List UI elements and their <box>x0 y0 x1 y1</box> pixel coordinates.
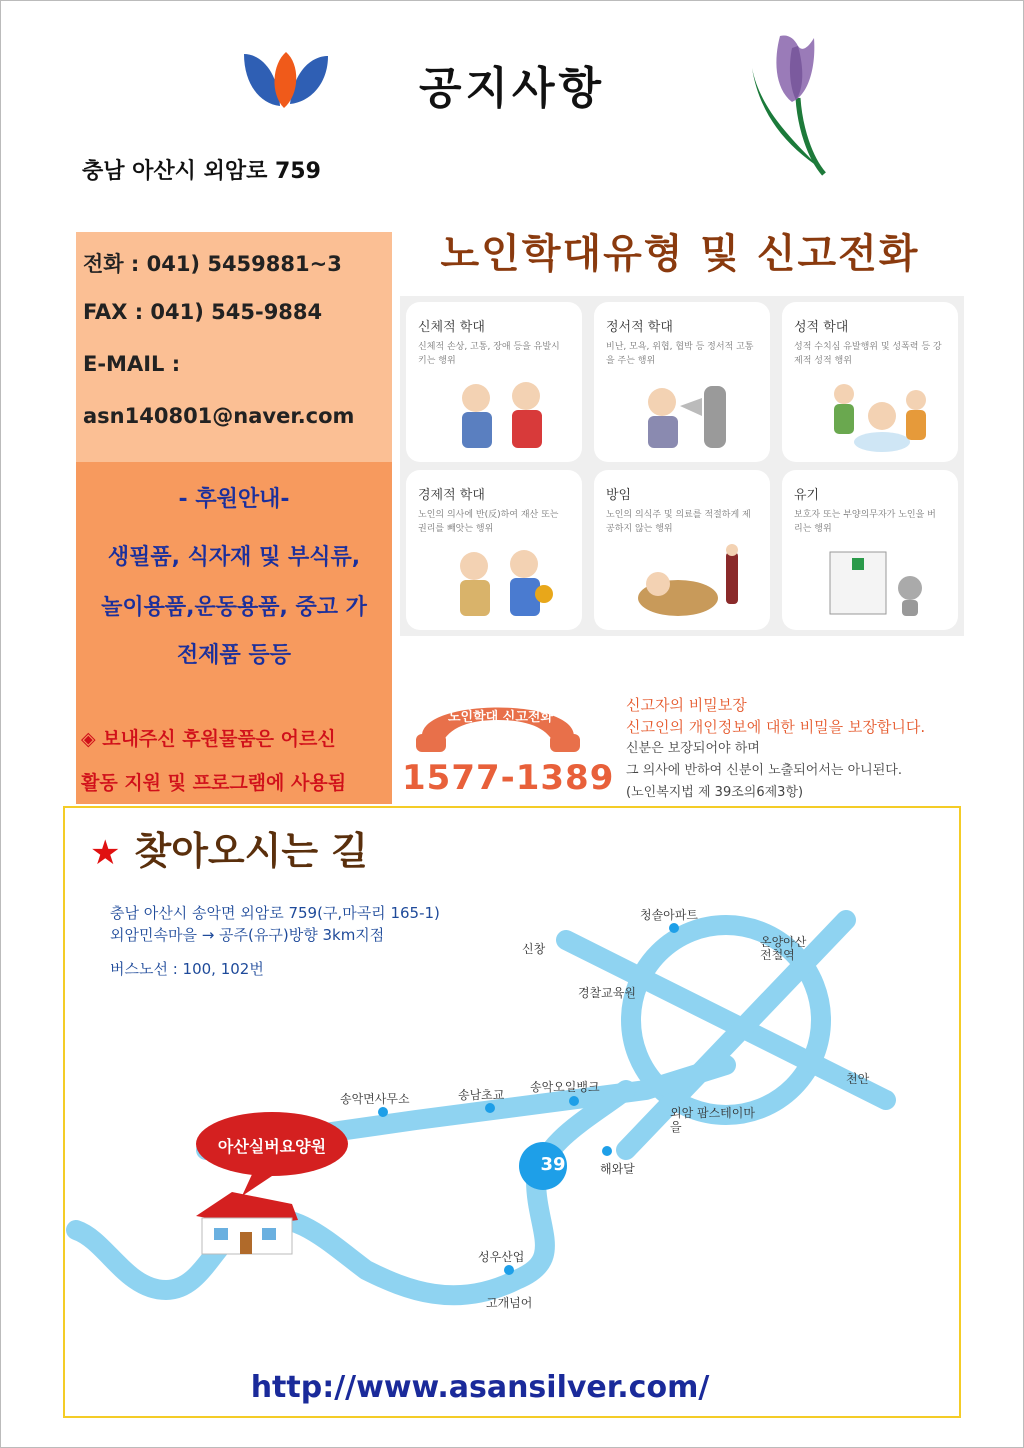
map-place: 온양아산 전철역 <box>760 935 807 962</box>
support-note: 활동 지원 및 프로그램에 사용됨 <box>81 772 347 794</box>
map-place: 경찰교육원 <box>578 986 636 1000</box>
phone-text: 전화 : 041) 5459881~3 <box>83 252 342 276</box>
abuse-type-name: 성적 학대 <box>794 320 849 335</box>
support-line: 생필품, 식자재 및 부식류, <box>107 545 361 570</box>
support-heading: - 후원안내- <box>178 487 290 512</box>
support-note: ◈ 보내주신 후원물품은 어르신 <box>81 728 336 750</box>
abuse-type-desc: 신체적 손상, 고통, 장애 등을 유발시키는 행위 <box>418 342 560 366</box>
destination-label: 아산실버요양원 <box>217 1137 327 1156</box>
bus-info: 버스노선 : 100, 102번 <box>110 960 264 978</box>
map-place: 외암 팜스테이마을 <box>670 1106 755 1134</box>
abuse-type-desc: 노인의 의사에 반(反)하여 재산 또는 권리를 빼앗는 행위 <box>418 510 559 534</box>
secret-title: 신고자의 비밀보장 <box>626 696 747 714</box>
abuse-type-name: 경제적 학대 <box>418 488 485 503</box>
abuse-type-name: 신체적 학대 <box>418 320 485 335</box>
route-line: 외암민속마을 → 공주(유구)방향 3km지점 <box>110 926 385 944</box>
abuse-type-desc: 보호자 또는 부양의무자가 노인을 버리는 행위 <box>794 510 936 534</box>
map-place: 성우산업 <box>478 1250 525 1264</box>
abuse-title: 노인학대유형 및 신고전화 <box>440 231 920 277</box>
support-line: 전제품 등등 <box>177 643 291 668</box>
law-line: 그 의사에 반하여 신분이 노출되어서는 아니된다. <box>626 763 902 778</box>
abuse-type-desc: 비난, 모욕, 위협, 협박 등 정서적 고통을 주는 행위 <box>606 342 754 366</box>
page-title: 공지사항 <box>418 63 605 114</box>
map-title-text: 찾아오시는 길 <box>134 829 368 873</box>
star-icon: ★ <box>90 833 121 873</box>
abuse-type-name: 유기 <box>794 488 820 503</box>
email-link[interactable]: asn140801@naver.com <box>83 404 355 428</box>
map-place: 해와달 <box>600 1162 635 1176</box>
abuse-type-desc: 성적 수치심 유발행위 및 성폭력 등 강제적 성적 행위 <box>794 342 942 366</box>
map-place: 송남초교 <box>458 1088 505 1102</box>
abuse-type-name: 방임 <box>606 488 632 503</box>
house-icon <box>192 1186 302 1258</box>
abuse-type-desc: 노인의 의식주 및 의료를 적절하게 제공하지 않는 행위 <box>606 510 751 534</box>
map-place: 송악면사무소 <box>340 1092 410 1106</box>
law-line: (노인복지법 제 39조의6제3항) <box>626 785 804 800</box>
website-link[interactable]: http://www.asansilver.com/ <box>250 1370 710 1405</box>
address: 충남 아산시 외암로 759 <box>82 159 321 184</box>
map-place: 고개넘어 <box>486 1296 533 1310</box>
email-label: E-MAIL : <box>83 352 181 376</box>
map-place: 송악오일뱅크 <box>530 1080 600 1094</box>
map-place: 청솔아파트 <box>640 908 698 922</box>
abuse-type-name: 정서적 학대 <box>606 320 673 335</box>
law-line: 신분은 보장되어야 하며 <box>626 741 760 756</box>
road-number-badge: 39 <box>540 1154 566 1175</box>
route-line: 충남 아산시 송악면 외암로 759(구,마곡리 165-1) <box>110 904 440 922</box>
support-line: 놀이용품,운동용품, 중고 가 <box>101 595 367 620</box>
hotline-label: 노인학대 신고전화 <box>448 710 553 725</box>
fax-text: FAX : 041) 545-9884 <box>83 300 323 324</box>
hotline-number[interactable]: 1577-1389 <box>402 758 615 798</box>
secret-line: 신고인의 개인정보에 대한 비밀을 보장합니다. <box>626 718 926 736</box>
map-place: 천안 <box>846 1072 870 1086</box>
map-place: 신창 <box>522 942 546 956</box>
